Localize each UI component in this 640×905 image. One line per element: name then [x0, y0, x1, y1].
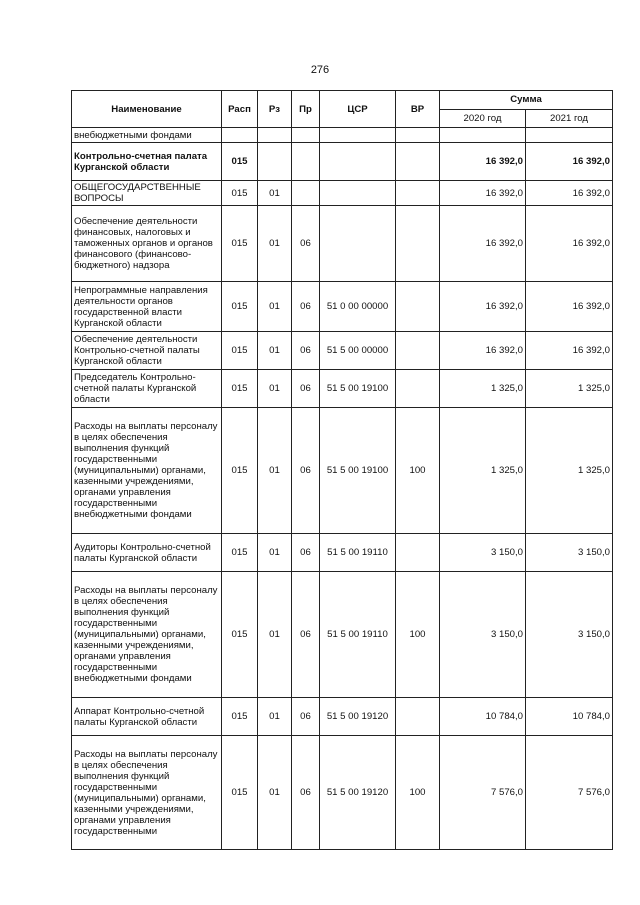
row-vr — [396, 534, 440, 572]
row-2020: 3 150,0 — [440, 572, 526, 698]
row-name: внебюджетными фондами — [72, 128, 222, 143]
row-rz — [258, 143, 292, 181]
col-header-summa: Сумма — [440, 91, 613, 110]
row-rz: 01 — [258, 332, 292, 370]
row-rz: 01 — [258, 572, 292, 698]
row-name: Аппарат Контрольно-счетной палаты Курганской области — [72, 698, 222, 736]
row-2020: 10 784,0 — [440, 698, 526, 736]
row-rasp — [222, 128, 258, 143]
row-2020: 16 392,0 — [440, 181, 526, 206]
row-2021: 1 325,0 — [526, 370, 613, 408]
row-2020: 16 392,0 — [440, 206, 526, 282]
page-number: 276 — [310, 64, 330, 76]
row-2020: 16 392,0 — [440, 143, 526, 181]
row-2021 — [526, 128, 613, 143]
row-rasp: 015 — [222, 572, 258, 698]
row-rz — [258, 128, 292, 143]
col-header-name: Наименование — [72, 91, 222, 128]
row-2021: 16 392,0 — [526, 143, 613, 181]
row-2021: 7 576,0 — [526, 736, 613, 850]
row-rz: 01 — [258, 206, 292, 282]
row-csr: 51 5 00 19100 — [320, 408, 396, 534]
row-vr — [396, 181, 440, 206]
row-2020 — [440, 128, 526, 143]
row-vr — [396, 206, 440, 282]
row-rz: 01 — [258, 408, 292, 534]
row-rasp: 015 — [222, 282, 258, 332]
col-header-2020: 2020 год — [440, 109, 526, 128]
row-2021: 16 392,0 — [526, 282, 613, 332]
row-pr — [292, 181, 320, 206]
row-csr: 51 5 00 19120 — [320, 698, 396, 736]
row-name: Аудиторы Контрольно-счетной палаты Курганской области — [72, 534, 222, 572]
row-rasp: 015 — [222, 370, 258, 408]
row-rasp: 015 — [222, 736, 258, 850]
row-2020: 16 392,0 — [440, 332, 526, 370]
row-pr: 06 — [292, 572, 320, 698]
row-name: ОБЩЕГОСУДАРСТВЕННЫЕ ВОПРОСЫ — [72, 181, 222, 206]
row-name: Расходы на выплаты персоналу в целях обеспечения выполнения функций государственными (муниципальными) органами, казенными учреждениями, органами управления государственными — [72, 736, 222, 850]
row-rasp: 015 — [222, 206, 258, 282]
row-rz: 01 — [258, 698, 292, 736]
row-vr: 100 — [396, 736, 440, 850]
row-vr — [396, 370, 440, 408]
row-name: Обеспечение деятельности финансовых, налоговых и таможенных органов и органов финансового (финансово-бюджетного) надзора — [72, 206, 222, 282]
row-name: Расходы на выплаты персоналу в целях обеспечения выполнения функций государственными (муниципальными) органами, казенными учреждениями, органами управления государственными внебюджетными фондами — [72, 572, 222, 698]
table-row — [72, 370, 613, 408]
row-2020: 1 325,0 — [440, 408, 526, 534]
table-row — [72, 698, 613, 736]
row-csr — [320, 206, 396, 282]
row-2021: 16 392,0 — [526, 206, 613, 282]
table-row — [72, 736, 613, 850]
row-pr — [292, 128, 320, 143]
col-header-rz: Рз — [258, 91, 292, 128]
row-vr — [396, 143, 440, 181]
row-pr: 06 — [292, 408, 320, 534]
row-csr — [320, 128, 396, 143]
row-csr: 51 5 00 00000 — [320, 332, 396, 370]
row-2021: 16 392,0 — [526, 332, 613, 370]
row-csr: 51 5 00 19110 — [320, 534, 396, 572]
row-rasp: 015 — [222, 698, 258, 736]
row-csr: 51 5 00 19110 — [320, 572, 396, 698]
row-csr: 51 5 00 19120 — [320, 736, 396, 850]
row-pr — [292, 143, 320, 181]
row-2020: 1 325,0 — [440, 370, 526, 408]
row-2020: 3 150,0 — [440, 534, 526, 572]
col-header-vr: ВР — [396, 91, 440, 128]
row-rasp: 015 — [222, 408, 258, 534]
row-pr: 06 — [292, 370, 320, 408]
row-rz: 01 — [258, 370, 292, 408]
row-2021: 3 150,0 — [526, 534, 613, 572]
row-name: Председатель Контрольно-счетной палаты Курганской области — [72, 370, 222, 408]
row-2020: 16 392,0 — [440, 282, 526, 332]
row-pr: 06 — [292, 206, 320, 282]
row-csr: 51 5 00 19100 — [320, 370, 396, 408]
table-row — [72, 206, 613, 282]
row-2021: 10 784,0 — [526, 698, 613, 736]
table-row — [72, 572, 613, 698]
row-2021: 16 392,0 — [526, 181, 613, 206]
table-row — [72, 128, 613, 143]
row-rz: 01 — [258, 534, 292, 572]
row-vr — [396, 128, 440, 143]
row-rasp: 015 — [222, 181, 258, 206]
row-rasp: 015 — [222, 332, 258, 370]
table-row — [72, 143, 613, 181]
row-pr: 06 — [292, 332, 320, 370]
row-pr: 06 — [292, 698, 320, 736]
row-2021: 3 150,0 — [526, 572, 613, 698]
row-2020: 7 576,0 — [440, 736, 526, 850]
header-row — [72, 91, 613, 110]
row-rasp: 015 — [222, 534, 258, 572]
col-header-rasp: Расп — [222, 91, 258, 128]
row-vr — [396, 698, 440, 736]
row-name: Расходы на выплаты персоналу в целях обеспечения выполнения функций государственными (муниципальными) органами, казенными учреждениями, органами управления государственными внебюджетными фондами — [72, 408, 222, 534]
row-pr: 06 — [292, 282, 320, 332]
row-pr: 06 — [292, 736, 320, 850]
row-2021: 1 325,0 — [526, 408, 613, 534]
col-header-2021: 2021 год — [526, 109, 613, 128]
table-row — [72, 534, 613, 572]
table-row — [72, 408, 613, 534]
row-csr — [320, 181, 396, 206]
col-header-pr: Пр — [292, 91, 320, 128]
table-row — [72, 282, 613, 332]
row-vr — [396, 332, 440, 370]
table-row — [72, 181, 613, 206]
row-pr: 06 — [292, 534, 320, 572]
budget-table — [71, 90, 613, 850]
row-csr — [320, 143, 396, 181]
row-vr — [396, 282, 440, 332]
table-row — [72, 332, 613, 370]
row-rz: 01 — [258, 736, 292, 850]
row-rz: 01 — [258, 282, 292, 332]
col-header-csr: ЦСР — [320, 91, 396, 128]
row-rasp: 015 — [222, 143, 258, 181]
row-name: Контрольно-счетная палата Курганской области — [72, 143, 222, 181]
row-csr: 51 0 00 00000 — [320, 282, 396, 332]
row-name: Непрограммные направления деятельности органов государственной власти Курганской области — [72, 282, 222, 332]
row-name: Обеспечение деятельности Контрольно-счетной палаты Курганской области — [72, 332, 222, 370]
row-rz: 01 — [258, 181, 292, 206]
row-vr: 100 — [396, 572, 440, 698]
row-vr: 100 — [396, 408, 440, 534]
